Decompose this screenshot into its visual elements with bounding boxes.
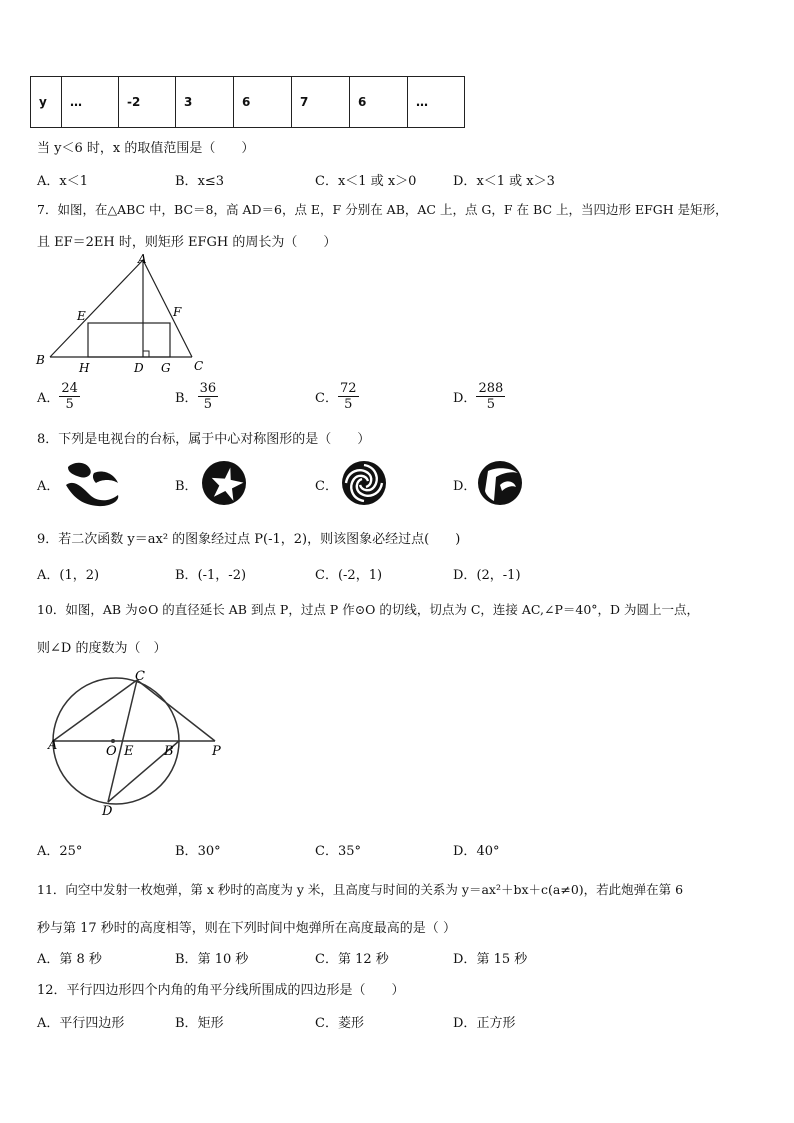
label-e: E (77, 309, 86, 323)
label-a: A (138, 252, 147, 266)
label-d: D (102, 804, 113, 818)
option-text: (2，-1) (476, 568, 521, 583)
fraction (59, 381, 80, 412)
q9-option-a (37, 564, 99, 583)
q12-stem: 12．平行四边形四个内角的角平分线所围成的四边形是（ ） (37, 983, 405, 998)
q7-option-d (453, 381, 505, 412)
option-letter: D． (453, 952, 477, 967)
option-letter: C． (315, 174, 338, 189)
option-text: x≤3 (197, 174, 225, 189)
q6-option-a (37, 170, 88, 189)
q10-stem-line1: 10．如图，AB 为⊙O 的直径延长 AB 到点 P，过点 P 作⊙O 的切线，切点为 C，连接 AC,∠P＝40°，D 为圆上一点， (37, 602, 700, 617)
label-p: P (212, 744, 221, 759)
q10-option-c (315, 840, 361, 859)
option-text: 30° (197, 844, 221, 859)
q11-option-d (453, 948, 527, 967)
label-d: D (134, 361, 144, 375)
table-cell: … (62, 77, 119, 128)
option-letter: B． (175, 1016, 198, 1031)
option-text: 25° (59, 844, 83, 859)
option-text: (1，2) (59, 568, 100, 583)
numerator: 24 (61, 381, 78, 396)
denominator: 5 (65, 397, 74, 412)
option-text: 第 8 秒 (59, 952, 102, 967)
q7-stem-line1: 7．如图，在△ABC 中，BC＝8，高 AD＝6，点 E，F 分别在 AB，AC 上，点 G，F 在 BC 上，当四边形 EFGH 是矩形， (37, 202, 728, 217)
label-b: B (36, 353, 45, 367)
q11-option-b (175, 948, 248, 967)
option-text: (-1，-2) (197, 568, 247, 583)
numerator: 36 (199, 381, 217, 396)
option-letter: D． (453, 391, 477, 406)
fraction (476, 381, 505, 412)
table-cell: … (408, 77, 465, 128)
q12-option-c (315, 1012, 364, 1031)
label-e: E (124, 744, 134, 759)
table-cell: 3 (176, 77, 234, 128)
q10-option-d (453, 840, 499, 859)
option-text: x＜1 或 x＞0 (337, 174, 417, 189)
rectangle-efgh (88, 323, 170, 357)
q12-option-a (37, 1012, 124, 1031)
q11-option-a (37, 948, 102, 967)
table-cell: -2 (119, 77, 176, 128)
logo-d-icon (476, 459, 524, 507)
option-letter: A． (37, 391, 60, 406)
denominator: 5 (203, 397, 212, 412)
label-c: C (194, 359, 204, 373)
option-text: 第 10 秒 (197, 952, 249, 967)
q7-stem-line2: 且 EF＝2EH 时，则矩形 EFGH 的周长为（ ） (37, 235, 337, 250)
table-cell: 7 (292, 77, 350, 128)
option-letter: B． (175, 479, 198, 494)
triangle-figure (30, 250, 210, 375)
fraction (198, 381, 219, 412)
option-letter: A． (37, 952, 60, 967)
q7-option-a (37, 381, 80, 412)
q12-option-b (175, 1012, 224, 1031)
option-letter: A． (37, 568, 60, 583)
option-text: 平行四边形 (59, 1016, 125, 1031)
option-letter: D． (453, 479, 477, 494)
q8-stem: 8．下列是电视台的台标，属于中心对称图形的是（ ） (37, 432, 371, 447)
label-a: A (48, 738, 58, 753)
q9-option-d (453, 564, 521, 583)
option-letter: B． (175, 391, 198, 406)
option-letter: A． (37, 844, 60, 859)
option-letter: B． (175, 844, 198, 859)
q8-option-b (175, 475, 198, 494)
q6-option-d (453, 170, 555, 189)
label-c: C (135, 669, 145, 684)
option-letter: D． (453, 1016, 477, 1031)
value-table (30, 76, 465, 128)
option-letter: B． (175, 952, 198, 967)
logo-a-icon (60, 459, 124, 507)
option-letter: D． (453, 568, 477, 583)
logo-c-swirl-icon (340, 459, 388, 507)
option-letter: B． (175, 174, 198, 189)
q6-option-c (315, 170, 416, 189)
label-h: H (79, 361, 90, 375)
option-letter: C． (315, 1016, 338, 1031)
denominator: 5 (344, 397, 353, 412)
option-text: 40° (476, 844, 500, 859)
q10-stem-line2: 则∠D 的度数为（ ） (37, 641, 167, 656)
option-text: 矩形 (197, 1016, 224, 1031)
center-dot (111, 739, 115, 743)
q7-option-b (175, 381, 218, 412)
fraction (338, 381, 359, 412)
option-text: (-2，1) (337, 568, 383, 583)
circle-figure (40, 663, 240, 818)
option-text: x＜1 或 x＞3 (476, 174, 555, 189)
q9-option-c (315, 564, 382, 583)
numerator: 72 (339, 381, 357, 396)
option-letter: A． (37, 1016, 60, 1031)
label-f: F (173, 305, 182, 319)
table-cell: 6 (234, 77, 292, 128)
option-text: 正方形 (476, 1016, 516, 1031)
q9-option-b (175, 564, 246, 583)
option-text: 第 12 秒 (337, 952, 389, 967)
q7-option-c (315, 381, 359, 412)
q6-option-b (175, 170, 224, 189)
option-letter: C． (315, 952, 338, 967)
q11-stem-line2: 秒与第 17 秒时的高度相等，则在下列时间中炮弹所在高度最高的是（ ） (37, 921, 456, 936)
option-text: 第 15 秒 (476, 952, 528, 967)
option-letter: D． (453, 844, 477, 859)
option-letter: B． (175, 568, 198, 583)
label-g: G (161, 361, 171, 375)
q10-option-b (175, 840, 221, 859)
q12-option-d (453, 1012, 515, 1031)
numerator: 288 (478, 381, 504, 396)
option-text: 35° (337, 844, 361, 859)
table-row (31, 77, 465, 128)
option-letter: D． (453, 174, 477, 189)
label-b: B (164, 744, 174, 759)
option-text: x＜1 (59, 174, 88, 189)
q9-stem: 9．若二次函数 y＝ax² 的图象经过点 P(-1，2)，则该图象必经过点( ) (37, 532, 461, 547)
q6-stem: 当 y＜6 时，x 的取值范围是（ ） (37, 141, 255, 156)
option-text: 菱形 (337, 1016, 364, 1031)
table-cell: 6 (350, 77, 408, 128)
q8-option-c (315, 475, 338, 494)
q11-stem-line1: 11．向空中发射一枚炮弹，第 x 秒时的高度为 y 米，且高度与时间的关系为 y＝ax²＋bx＋c(a≠0)，若此炮弹在第 6 (37, 882, 684, 897)
q8-option-a (37, 475, 59, 494)
denominator: 5 (486, 397, 495, 412)
q10-option-a (37, 840, 82, 859)
option-letter: C． (315, 391, 338, 406)
option-letter: A． (37, 479, 60, 494)
table-cell: y (31, 77, 62, 128)
triangle-outline (50, 260, 192, 357)
option-letter: C． (315, 568, 338, 583)
option-letter: A． (37, 174, 60, 189)
right-angle-mark (143, 351, 149, 357)
tangent-cp (137, 680, 215, 741)
label-o: O (106, 744, 117, 759)
q8-option-d (453, 475, 476, 494)
q11-option-c (315, 948, 389, 967)
logo-b-star-icon (200, 459, 248, 507)
option-letter: C． (315, 479, 338, 494)
option-letter: C． (315, 844, 338, 859)
